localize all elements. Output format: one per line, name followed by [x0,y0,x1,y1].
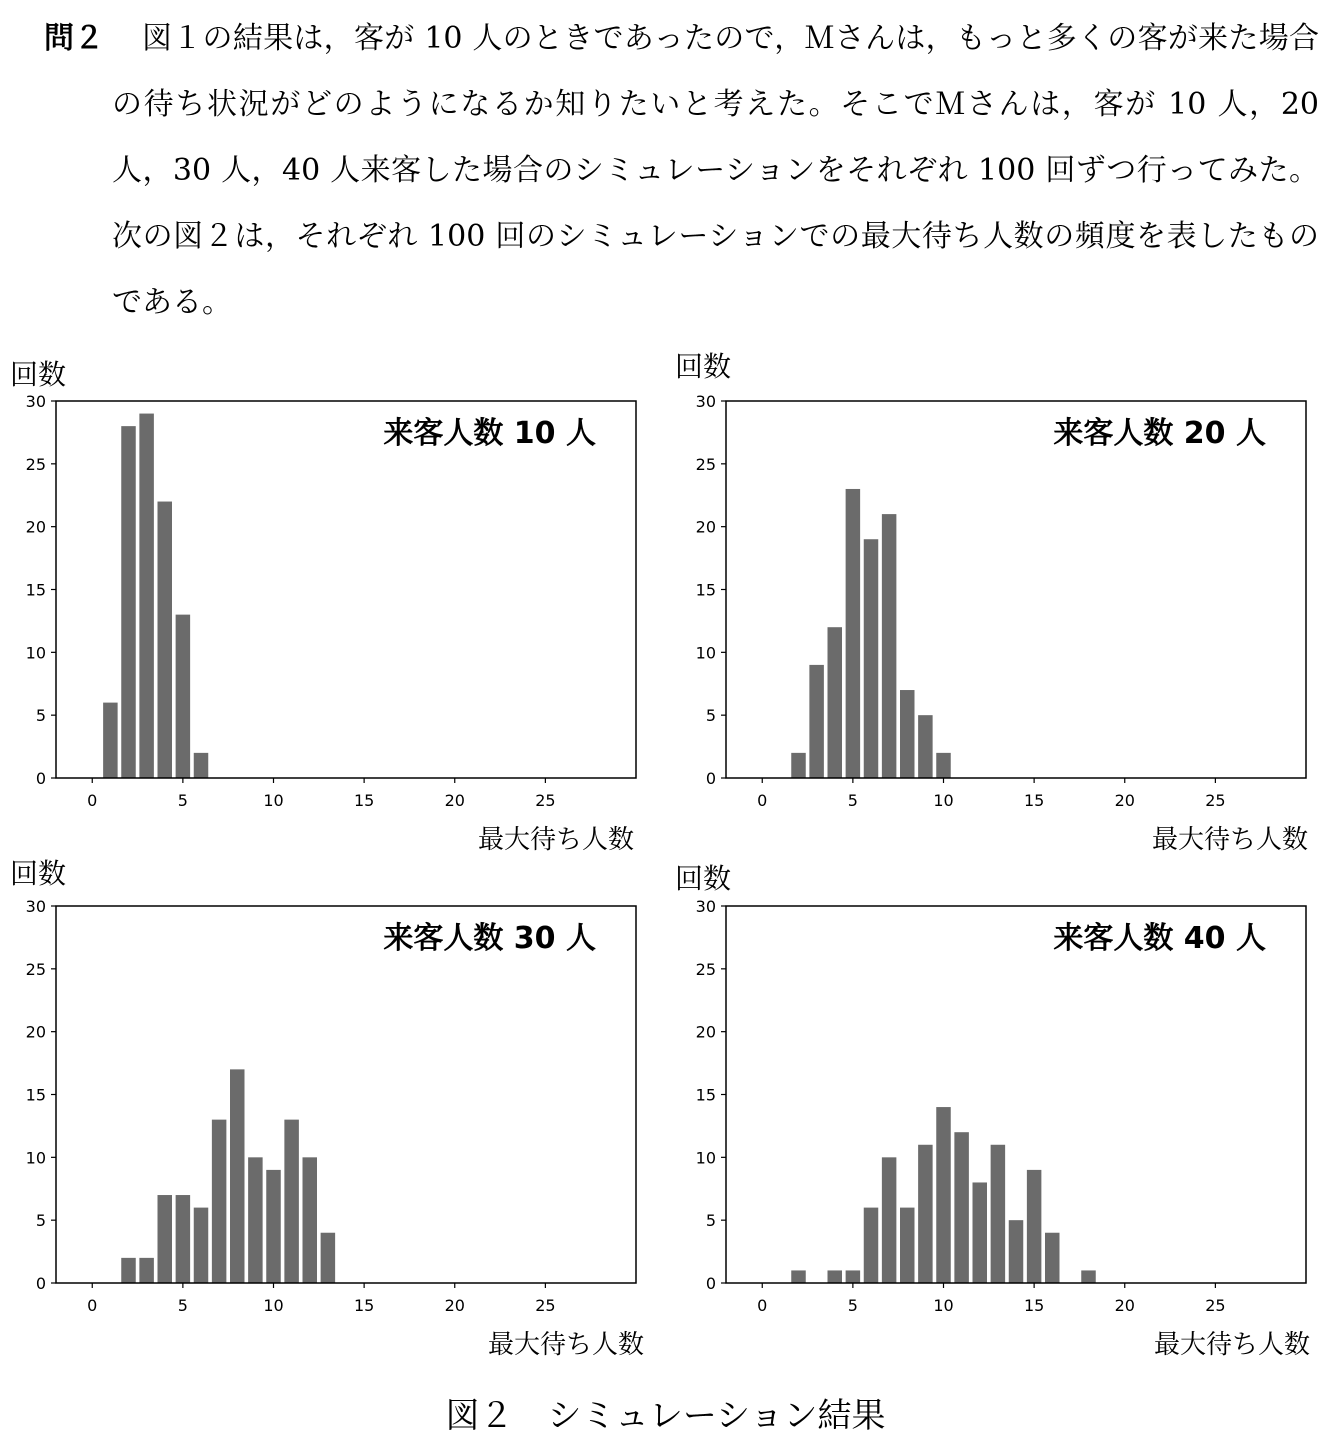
y-axis-label: 回数 [10,358,67,391]
histogram-chart [670,345,1330,875]
bar-x2 [791,753,806,778]
bar-x15 [1027,1170,1042,1283]
chart-panel [670,345,1330,875]
bar-x3 [809,665,824,778]
bar-x7 [882,1157,897,1283]
y-tick-label: 5 [35,706,46,726]
chart-panel [0,345,660,875]
bar-x3 [139,1258,154,1283]
bar-x11 [954,1132,969,1283]
y-tick-label: 10 [695,643,716,663]
bar-x11 [284,1120,299,1283]
y-tick-label: 10 [25,643,46,663]
y-tick-label: 0 [35,769,46,788]
bar-x5 [176,1195,191,1283]
bar-x5 [846,1270,861,1283]
bar-x8 [900,1208,915,1283]
bar-x4 [828,627,843,778]
y-axis-label: 回数 [675,350,732,383]
bar-x16 [1045,1233,1060,1283]
y-tick-label: 15 [695,1085,716,1105]
y-tick-label: 5 [705,706,716,726]
bar-x2 [121,426,136,778]
bar-x8 [900,690,915,778]
histogram-chart [670,850,1330,1380]
x-axis-label: 最大待ち人数 [1152,825,1309,855]
bar-x12 [973,1182,988,1283]
x-tick-label: 5 [177,791,188,810]
question-text: 図１の結果は，客が 10 人のときであったので，Ｍさんは，もっと多くの客が来た場合の待ち状況がどのようになるか知りたいと考えた。そこでＭさんは，客が 10 人，20 人，30 人，40 人来客した場合のシミュレーションをそれぞれ 100 回ずつ行ってみた。次の図２は，それぞれ 100 回のシミュレーションでの最大待ち人数の頻度を表したものである。 [112,21,1319,320]
bar-x2 [121,1258,136,1283]
y-tick-label: 30 [695,392,716,411]
y-tick-label: 25 [695,959,716,979]
bar-x4 [158,1195,173,1283]
bar-x10 [936,753,951,778]
bar-x5 [176,615,191,778]
question-block [44,6,1319,336]
plot-frame [56,906,636,1283]
bar-x8 [230,1069,245,1283]
bar-x12 [303,1157,318,1283]
y-tick-label: 10 [695,1148,716,1168]
x-tick-label: 20 [1114,791,1135,810]
bar-x4 [828,1270,843,1283]
x-tick-label: 5 [847,791,858,810]
bar-x6 [864,1208,879,1283]
question-label: 問２ [44,21,104,56]
x-tick-label: 15 [1023,791,1045,810]
x-tick-label: 20 [1114,1296,1135,1315]
y-tick-label: 15 [25,580,46,600]
x-tick-label: 0 [757,1296,768,1315]
x-tick-label: 25 [535,791,556,810]
bar-x18 [1081,1270,1096,1283]
x-tick-label: 20 [444,1296,465,1315]
y-tick-label: 20 [25,1022,46,1042]
bar-x13 [991,1145,1006,1283]
y-tick-label: 5 [705,1211,716,1231]
bar-x9 [248,1157,263,1283]
x-tick-label: 0 [757,791,768,810]
x-tick-label: 10 [263,1296,284,1315]
chart-title: 来客人数 20 人 [1053,416,1266,451]
x-tick-label: 5 [847,1296,858,1315]
x-tick-label: 0 [87,791,98,810]
bar-x9 [918,1145,933,1283]
y-tick-label: 20 [695,1022,716,1042]
x-axis-label: 最大待ち人数 [1154,1330,1311,1360]
chart-title: 来客人数 40 人 [1053,921,1266,956]
bar-x7 [212,1120,227,1283]
bar-x6 [194,753,209,778]
bar-x1 [103,703,118,778]
y-tick-label: 25 [25,959,46,979]
bar-x14 [1009,1220,1024,1283]
x-tick-label: 15 [353,1296,375,1315]
y-tick-label: 30 [695,897,716,916]
y-tick-label: 15 [695,580,716,600]
bar-x6 [864,539,879,778]
y-tick-label: 25 [695,454,716,474]
y-tick-label: 20 [25,517,46,537]
bar-x3 [139,414,154,778]
chart-panel [670,850,1330,1380]
y-tick-label: 0 [35,1274,46,1293]
y-tick-label: 15 [25,1085,46,1105]
x-tick-label: 15 [1023,1296,1045,1315]
y-tick-label: 30 [25,392,46,411]
y-tick-label: 20 [695,517,716,537]
y-axis-label: 回数 [675,862,732,895]
y-tick-label: 30 [25,897,46,916]
x-tick-label: 10 [933,791,954,810]
bar-x9 [918,715,933,778]
y-tick-label: 0 [705,1274,716,1293]
bar-x13 [321,1233,336,1283]
x-axis-label: 最大待ち人数 [488,1330,645,1360]
bar-x10 [936,1107,951,1283]
x-tick-label: 5 [177,1296,188,1315]
x-tick-label: 25 [1205,1296,1226,1315]
x-tick-label: 25 [535,1296,556,1315]
bar-x2 [791,1270,806,1283]
bar-x7 [882,514,897,778]
x-tick-label: 10 [263,791,284,810]
y-axis-label: 回数 [10,857,67,890]
bar-x4 [158,502,173,778]
bar-x5 [846,489,861,778]
x-tick-label: 25 [1205,791,1226,810]
y-tick-label: 0 [705,769,716,788]
x-tick-label: 0 [87,1296,98,1315]
histogram-chart [0,345,660,875]
bar-x6 [194,1208,209,1283]
y-tick-label: 25 [25,454,46,474]
x-tick-label: 20 [444,791,465,810]
y-tick-label: 5 [35,1211,46,1231]
chart-title: 来客人数 10 人 [383,416,596,451]
x-axis-label: 最大待ち人数 [478,825,635,855]
chart-title: 来客人数 30 人 [383,921,596,956]
x-tick-label: 15 [353,791,375,810]
x-tick-label: 10 [933,1296,954,1315]
y-tick-label: 10 [25,1148,46,1168]
histogram-chart [0,850,660,1380]
chart-panel [0,850,660,1380]
bar-x10 [266,1170,281,1283]
figure-caption: 図２ シミュレーション結果 [445,1396,886,1436]
